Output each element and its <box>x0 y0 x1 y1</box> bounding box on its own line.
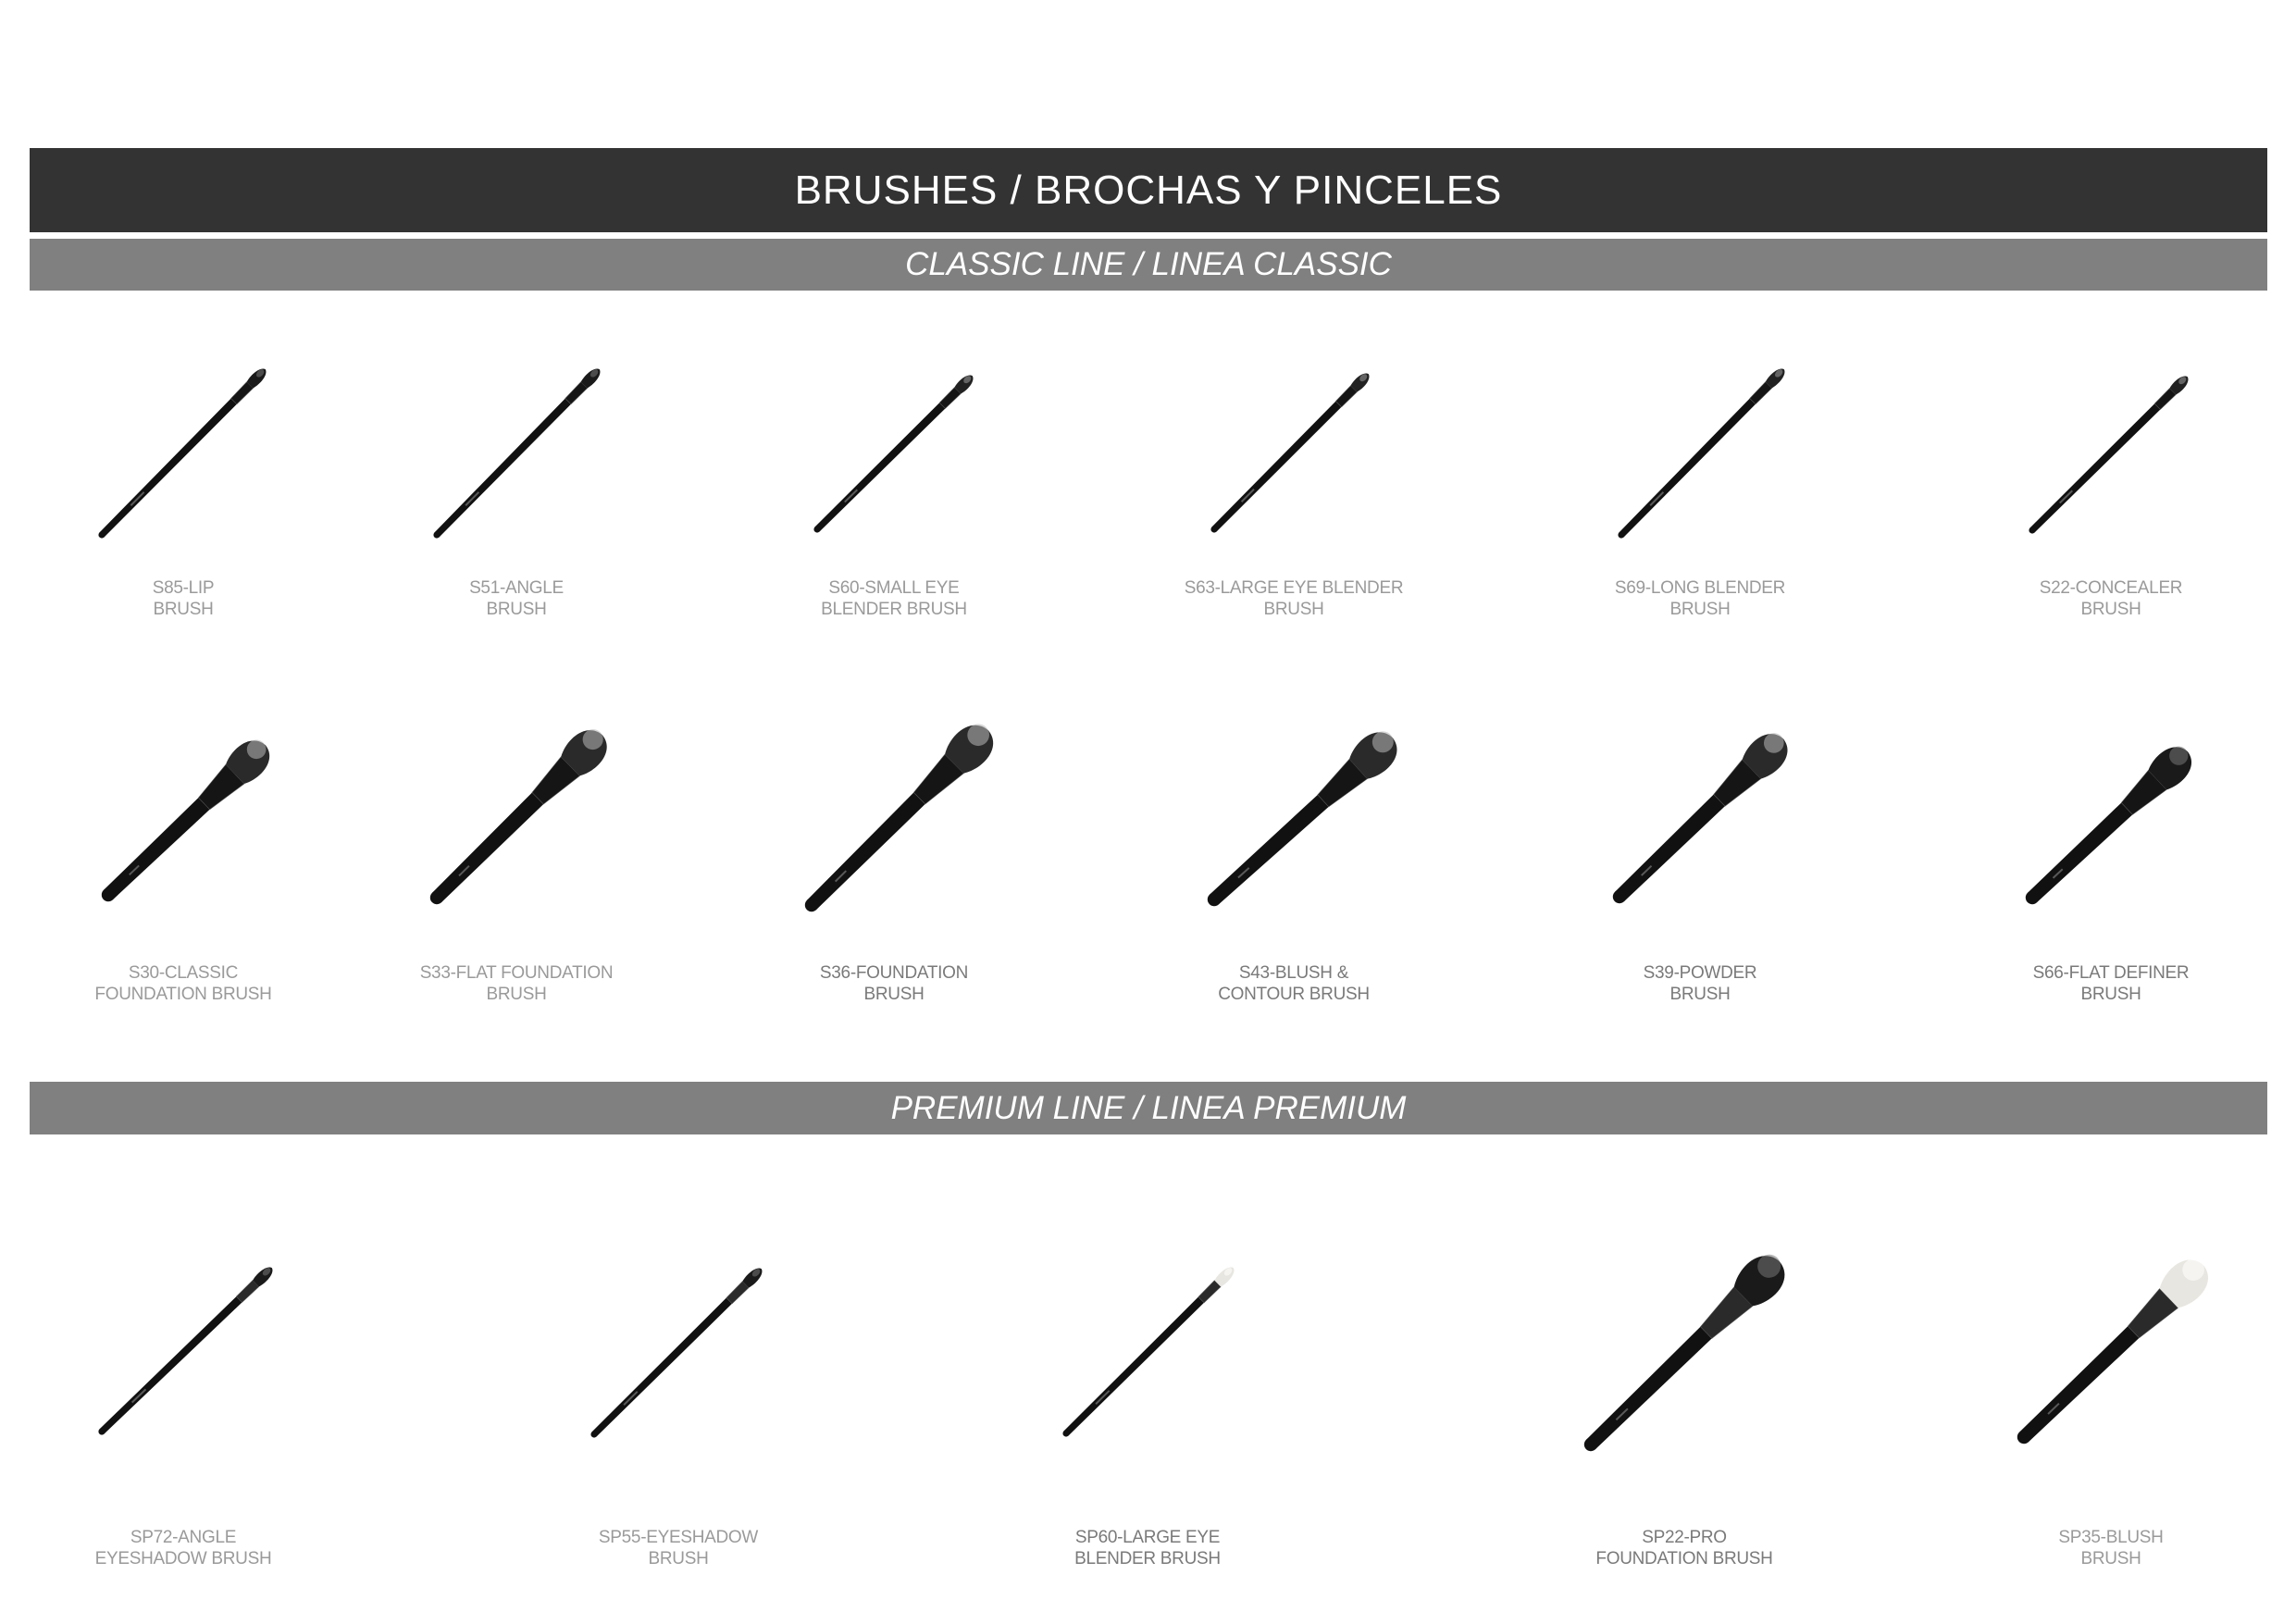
product-name-line2: BRUSH <box>1263 600 1324 619</box>
section-title-premium: PREMIUM LINE / LINEA PREMIUM <box>30 1082 2267 1134</box>
product-name-line2: BRUSH <box>486 600 547 619</box>
product-code-name: S39-POWDER <box>1643 963 1757 983</box>
product-name-line2: BRUSH <box>648 1549 709 1568</box>
product-code-name: SP35-BLUSH <box>2058 1528 2164 1547</box>
product-code-name: S69-LONG BLENDER <box>1614 578 1786 598</box>
product-label <box>1958 1527 2264 1569</box>
brush-handle <box>2018 1326 2140 1443</box>
product-name-line2: BRUSH <box>2080 985 2141 1004</box>
product-code-name: S43-BLUSH & <box>1238 963 1349 983</box>
product-code-name: SP60-LARGE EYE <box>1074 1528 1221 1547</box>
product-name-line2: BRUSH <box>486 985 547 1004</box>
product-code-name: S30-CLASSIC <box>128 963 239 983</box>
product-name-line2: BRUSH <box>1669 600 1731 619</box>
product-name-line2: BRUSH <box>153 600 214 619</box>
product-name-line2: EYESHADOW BRUSH <box>94 1549 272 1568</box>
product-code-name: S36-FOUNDATION <box>819 963 969 983</box>
product-name-line2: CONTOUR BRUSH <box>1218 985 1370 1004</box>
product-name-line2: BLENDER BRUSH <box>821 600 967 619</box>
product-code-name: S66-FLAT DEFINER <box>2032 963 2190 983</box>
product-name-line2: BRUSH <box>863 985 925 1004</box>
product-code-name: S22-CONCEALER <box>2039 578 2183 598</box>
product-code-name: SP55-EYESHADOW <box>598 1528 759 1547</box>
product-code-name: S51-ANGLE <box>469 578 564 598</box>
product-code-name: SP22-PRO <box>1642 1528 1727 1547</box>
section-title-classic: CLASSIC LINE / LINEA CLASSIC <box>30 239 2267 291</box>
product-name-line2: BRUSH <box>2080 1549 2141 1568</box>
product-code-name: SP72-ANGLE <box>130 1528 237 1547</box>
product-name-line2: BRUSH <box>1669 985 1731 1004</box>
product-code-name: S85-LIP <box>152 578 215 598</box>
product-code-name: S63-LARGE EYE BLENDER <box>1184 578 1404 598</box>
product-code-name: S60-SMALL EYE <box>828 578 960 598</box>
product-name-line2: BLENDER BRUSH <box>1074 1549 1221 1568</box>
product-name-line2: FOUNDATION BRUSH <box>94 985 272 1004</box>
product-code-name: S33-FLAT FOUNDATION <box>419 963 614 983</box>
page-title: BRUSHES / BROCHAS Y PINCELES <box>30 148 2267 232</box>
product-name-line2: BRUSH <box>2080 600 2141 619</box>
product-name-line2: FOUNDATION BRUSH <box>1595 1549 1773 1568</box>
